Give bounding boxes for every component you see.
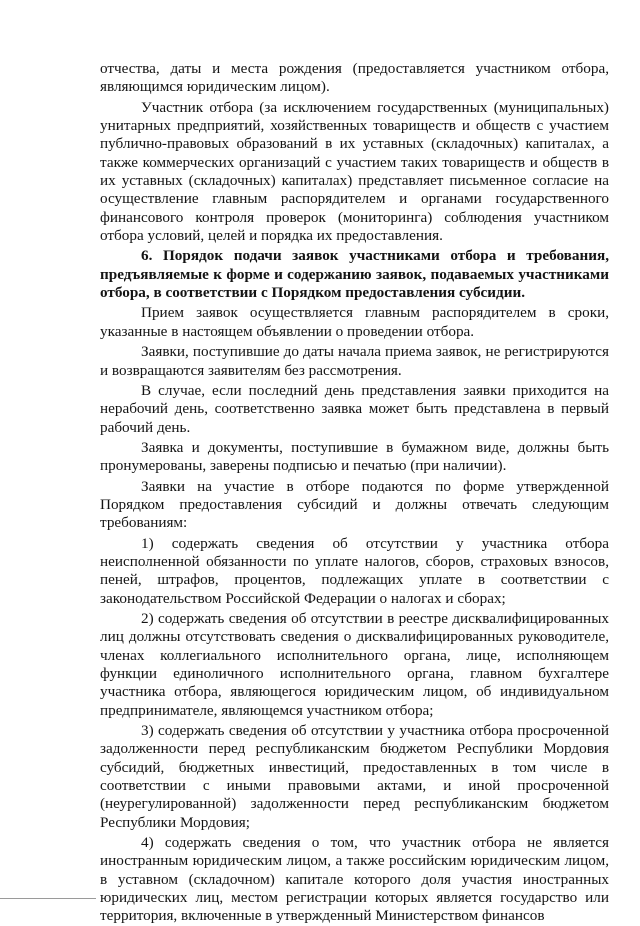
document-page: [100, 60, 609, 926]
footnote-separator: [0, 898, 96, 899]
list-item-1: 1) содержать сведения об отсутствии у участника отбора неисполненной обязанности по уплате налогов, сборов, страховых взносов, пеней, штрафов, процентов, подлежащих уплате в соответствии с законодательством Российской Федерации о налогах и сборах;: [100, 534, 609, 607]
paragraph-early-applications: Заявки, поступившие до даты начала приема заявок, не регистрируются и возвращаются заявителям без рассмотрения.: [100, 343, 609, 379]
paragraph-consent: Участник отбора (за исключением государственных (муниципальных) унитарных предприятий, хозяйственных товариществ и обществ с участием публично-правовых образований в их уставных (складочных) капиталах, а также коммерческих организаций с участием таких товариществ и обществ в их уставных (складочных) капиталах) представляет письменное согласие на осуществление главным распорядителем и органами государственного финансового контроля проверок (мониторинга) соблюдения участником отбора условий, целей и порядка их предоставления.: [100, 98, 609, 245]
paragraph-requirements-intro: Заявки на участие в отборе подаются по форме утвержденной Порядком предоставления субсидий и должны отвечать следующим требованиям:: [100, 477, 609, 532]
list-item-2: 2) содержать сведения об отсутствии в реестре дисквалифицированных лиц должны отсутствовать сведения о дисквалифицированных руководителе, членах коллегиального исполнительного органа, лице, исполняющем функции единоличного исполнительного органа, главном бухгалтере участника отбора, являющегося юридическим лицом, об индивидуальном предпринимателе, являющемся участником отбора;: [100, 609, 609, 719]
list-item-4: 4) содержать сведения о том, что участник отбора не является иностранным юридическим лицом, а также российским юридическим лицом, в уставном (складочном) капитале которого доля участия иностранных юридических лиц, местом регистрации которых является государство или территория, включенные в утвержденный Министерством финансов: [100, 834, 609, 925]
section-heading-6: 6. Порядок подачи заявок участниками отбора и требования, предъявляемые к форме и содержанию заявок, подаваемых участниками отбора, в соответствии с Порядком предоставления субсидии.: [100, 247, 609, 302]
list-item-3: 3) содержать сведения об отсутствии у участника отбора просроченной задолженности перед республиканским бюджетом Республики Мордовия субсидий, бюджетных инвестиций, предоставленных в том числе в соответствии с иными правовыми актами, и иной просроченной (неурегулированной) задолженности перед республиканским бюджетом Республики Мордовия;: [100, 722, 609, 831]
paragraph-paper-documents: Заявка и документы, поступившие в бумажном виде, должны быть пронумерованы, заверены подписью и печатью (при наличии).: [100, 438, 609, 475]
paragraph-continuation: отчества, даты и места рождения (предоставляется участником отбора, являющимся юридическим лицом).: [100, 60, 609, 96]
paragraph-acceptance: Прием заявок осуществляется главным распорядителем в сроки, указанные в настоящем объявлении о проведении отбора.: [100, 304, 609, 340]
paragraph-non-working-day: В случае, если последний день представления заявки приходится на нерабочий день, соответственно заявка может быть представлена в первый рабочий день.: [100, 381, 609, 436]
